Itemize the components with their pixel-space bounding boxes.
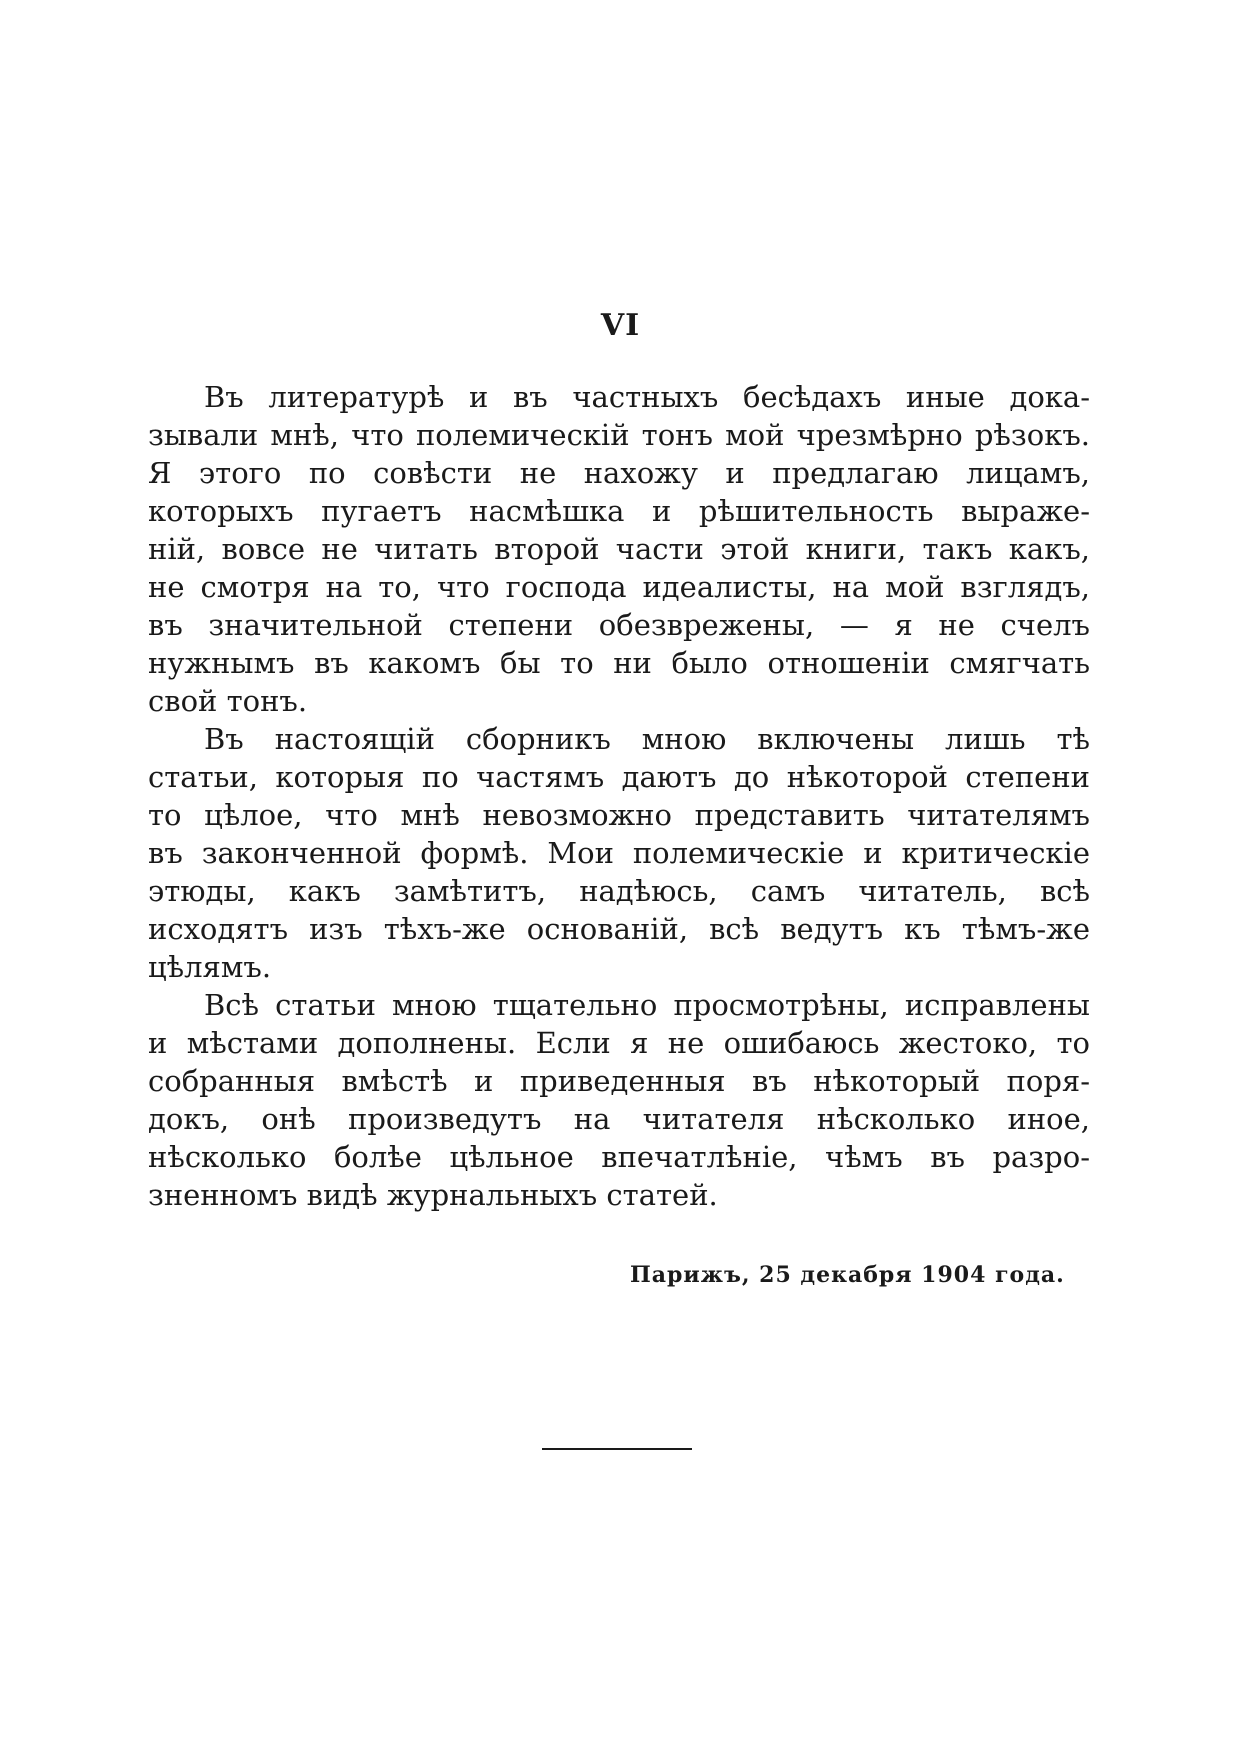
text-line: исходятъ изъ тѣхъ-же основаній, всѣ ведутъ къ тѣмъ-же [148,912,1090,946]
text-line: и мѣстами дополнены. Если я не ошибаюсь жестоко, то [148,1026,1090,1060]
paragraph-2 [148,720,1090,986]
text-line: то цѣлое, что мнѣ невозможно представить читателямъ [148,798,1090,832]
text-line: ній, вовсе не читать второй части этой книги, такъ какъ, [148,532,1090,566]
text-line: Въ литературѣ и въ частныхъ бесѣдахъ иные дока- [204,380,1090,414]
text-line: этюды, какъ замѣтитъ, надѣюсь, самъ читатель, всѣ [148,874,1090,908]
text-line: статьи, которыя по частямъ даютъ до нѣкоторой степени [148,760,1090,794]
text-line: свой тонъ. [148,684,308,718]
text-line: нѣсколько болѣе цѣльное впечатлѣніе, чѣмъ въ разро- [148,1140,1090,1174]
page-number: VI [600,308,641,343]
text-line: цѣлямъ. [148,950,272,984]
text-line: собранныя вмѣстѣ и приведенныя въ нѣкоторый поря- [148,1064,1090,1098]
text-line: Я этого по совѣсти не нахожу и предлагаю лицамъ, [148,456,1090,490]
text-line: въ значительной степени обезврежены, — я не счелъ [148,608,1090,642]
text-line: зывали мнѣ, что полемическій тонъ мой чрезмѣрно рѣзокъ. [148,418,1090,452]
text-line: Въ настоящій сборникъ мною включены лишь тѣ [204,722,1090,756]
text-line: зненномъ видѣ журнальныхъ статей. [148,1178,718,1212]
text-line: Всѣ статьи мною тщательно просмотрѣны, исправлены [204,988,1090,1022]
signature-dateline: Парижъ, 25 декабря 1904 года. [630,1262,1065,1288]
text-line: нужнымъ въ какомъ бы то ни было отношеніи смягчать [148,646,1090,680]
text-line: которыхъ пугаетъ насмѣшка и рѣшительность выраже- [148,494,1090,528]
closing-rule [542,1448,692,1450]
text-line: докъ, онѣ произведутъ на читателя нѣсколько иное, [148,1102,1090,1136]
paragraph-1 [148,378,1090,720]
text-line: въ законченной формѣ. Мои полемическіе и критическіе [148,836,1090,870]
paragraph-3 [148,986,1090,1214]
text-line: не смотря на то, что господа идеалисты, на мой взглядъ, [148,570,1090,604]
body-text [148,378,1090,1214]
